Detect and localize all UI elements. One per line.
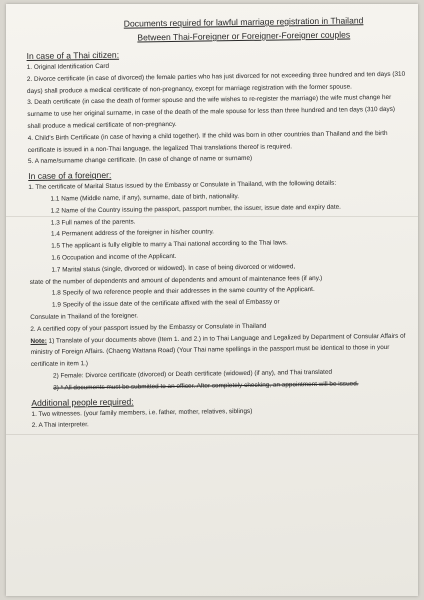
foreigner-detail-continued: Consulate in Thailand of the foreigner. [30,312,139,321]
foreigner-item: 1. The certificate of Marital Status issued by the Embassy or Consulate in Thailand, with the following details: [28,179,337,192]
foreigner-detail: 1.3 Full names of the parents. [50,218,136,227]
note-item-struck: 3) * All documents must be submitted to an officer. After completely checking, an appointment will be issued. [53,380,359,392]
document-subtitle: Between Thai-Foreigner or Foreigner-Foreigner couples [137,29,351,43]
additional-item: 2. A Thai interpreter. [31,421,89,430]
note-item: 2) Female: Divorce certificate (divorced) or Death certificate (widowed) (if any), and Thai translated [52,368,333,380]
thai-item: 2. Divorce certificate (in case of divorced) the female parties who has just divorced for not exceeding three hundred and ten days (310 days) shall produce a medical certificate of non-pregnancy, except for marriage registration with the former spouse. [26,70,406,95]
document-page [6,4,418,596]
foreigner-section-heading: In case of a foreigner: [28,169,112,182]
additional-section-heading: Additional people required: [31,396,134,408]
document-content [26,13,412,432]
note-paragraph [30,330,410,371]
foreigner-detail: 1.5 The applicant is fully eligible to marry a Thai national according to the Thai laws. [51,239,288,250]
foreigner-item: 2. A certified copy of your passport issued by the Embassy or Consulate in Thailand [30,322,267,333]
foreigner-detail: 1.8 Specify of two reference people and their addresses in the same country of the Applicant. [51,286,315,298]
foreigner-detail: 1.4 Permanent address of the foreigner in his/her country. [50,228,214,239]
thai-section-heading: In case of a Thai citizen: [26,49,120,61]
foreigner-detail: 1.9 Specify of the issue date of the certificate affixed with the seal of Embassy or [51,298,280,309]
additional-item: 1. Two witnesses. (your family members, i.e. father, mother, relatives, siblings) [31,407,253,418]
thai-item: 4. Child's Birth Certificate (in case of having a child together). If the child was born in other countries than Thailand and the birth certificate is issued in a non-Thai language, the legalized Thai translations thereof is required. [27,129,388,154]
foreigner-detail: 1.6 Occupation and income of the Applicant. [51,252,177,262]
note-label: Note: [30,337,47,345]
document-title: Documents required for lawful marriage registration in Thailand [123,15,364,29]
thai-item: 3. Death certificate (in case the death of former spouse and the wife wishes to re-register the marriage) the wife must change her surname to use her original surname, in case of the death of the male spouse for less than three hundred and ten days (310 days) shall produce a medical certificate of non-pregnancy. [27,94,396,130]
paper-fold-line [6,434,418,435]
foreigner-detail-continued: state of the number of dependents and amount of dependents and amount of maintenance fees (if any.) [29,274,323,286]
foreigner-detail: 1.1 Name (Middle name, if any), surname, date of birth, nationality. [50,193,240,203]
note-text: 1) Translate of your documents above (Item 1. and 2.) in to Thai Language and Legalized by Department of Consular Affairs of ministry of Foreign Affairs. (Chaeng Wattana Road) (Your Thai name spellings in the passport must be identical to those in your certificate in item 1.) [30,332,406,369]
thai-item: 1. Original Identification Card [26,62,110,71]
foreigner-detail: 1.2 Name of the Country issuing the passport, passport number, the issuer, issue date and expiry date. [50,203,341,215]
foreigner-detail: 1.7 Marital status (single, divorced or widowed). In case of being divorced or widowed, [51,263,296,274]
thai-item: 5. A name/surname change certificate. (In case of change of name or surname) [27,155,253,166]
